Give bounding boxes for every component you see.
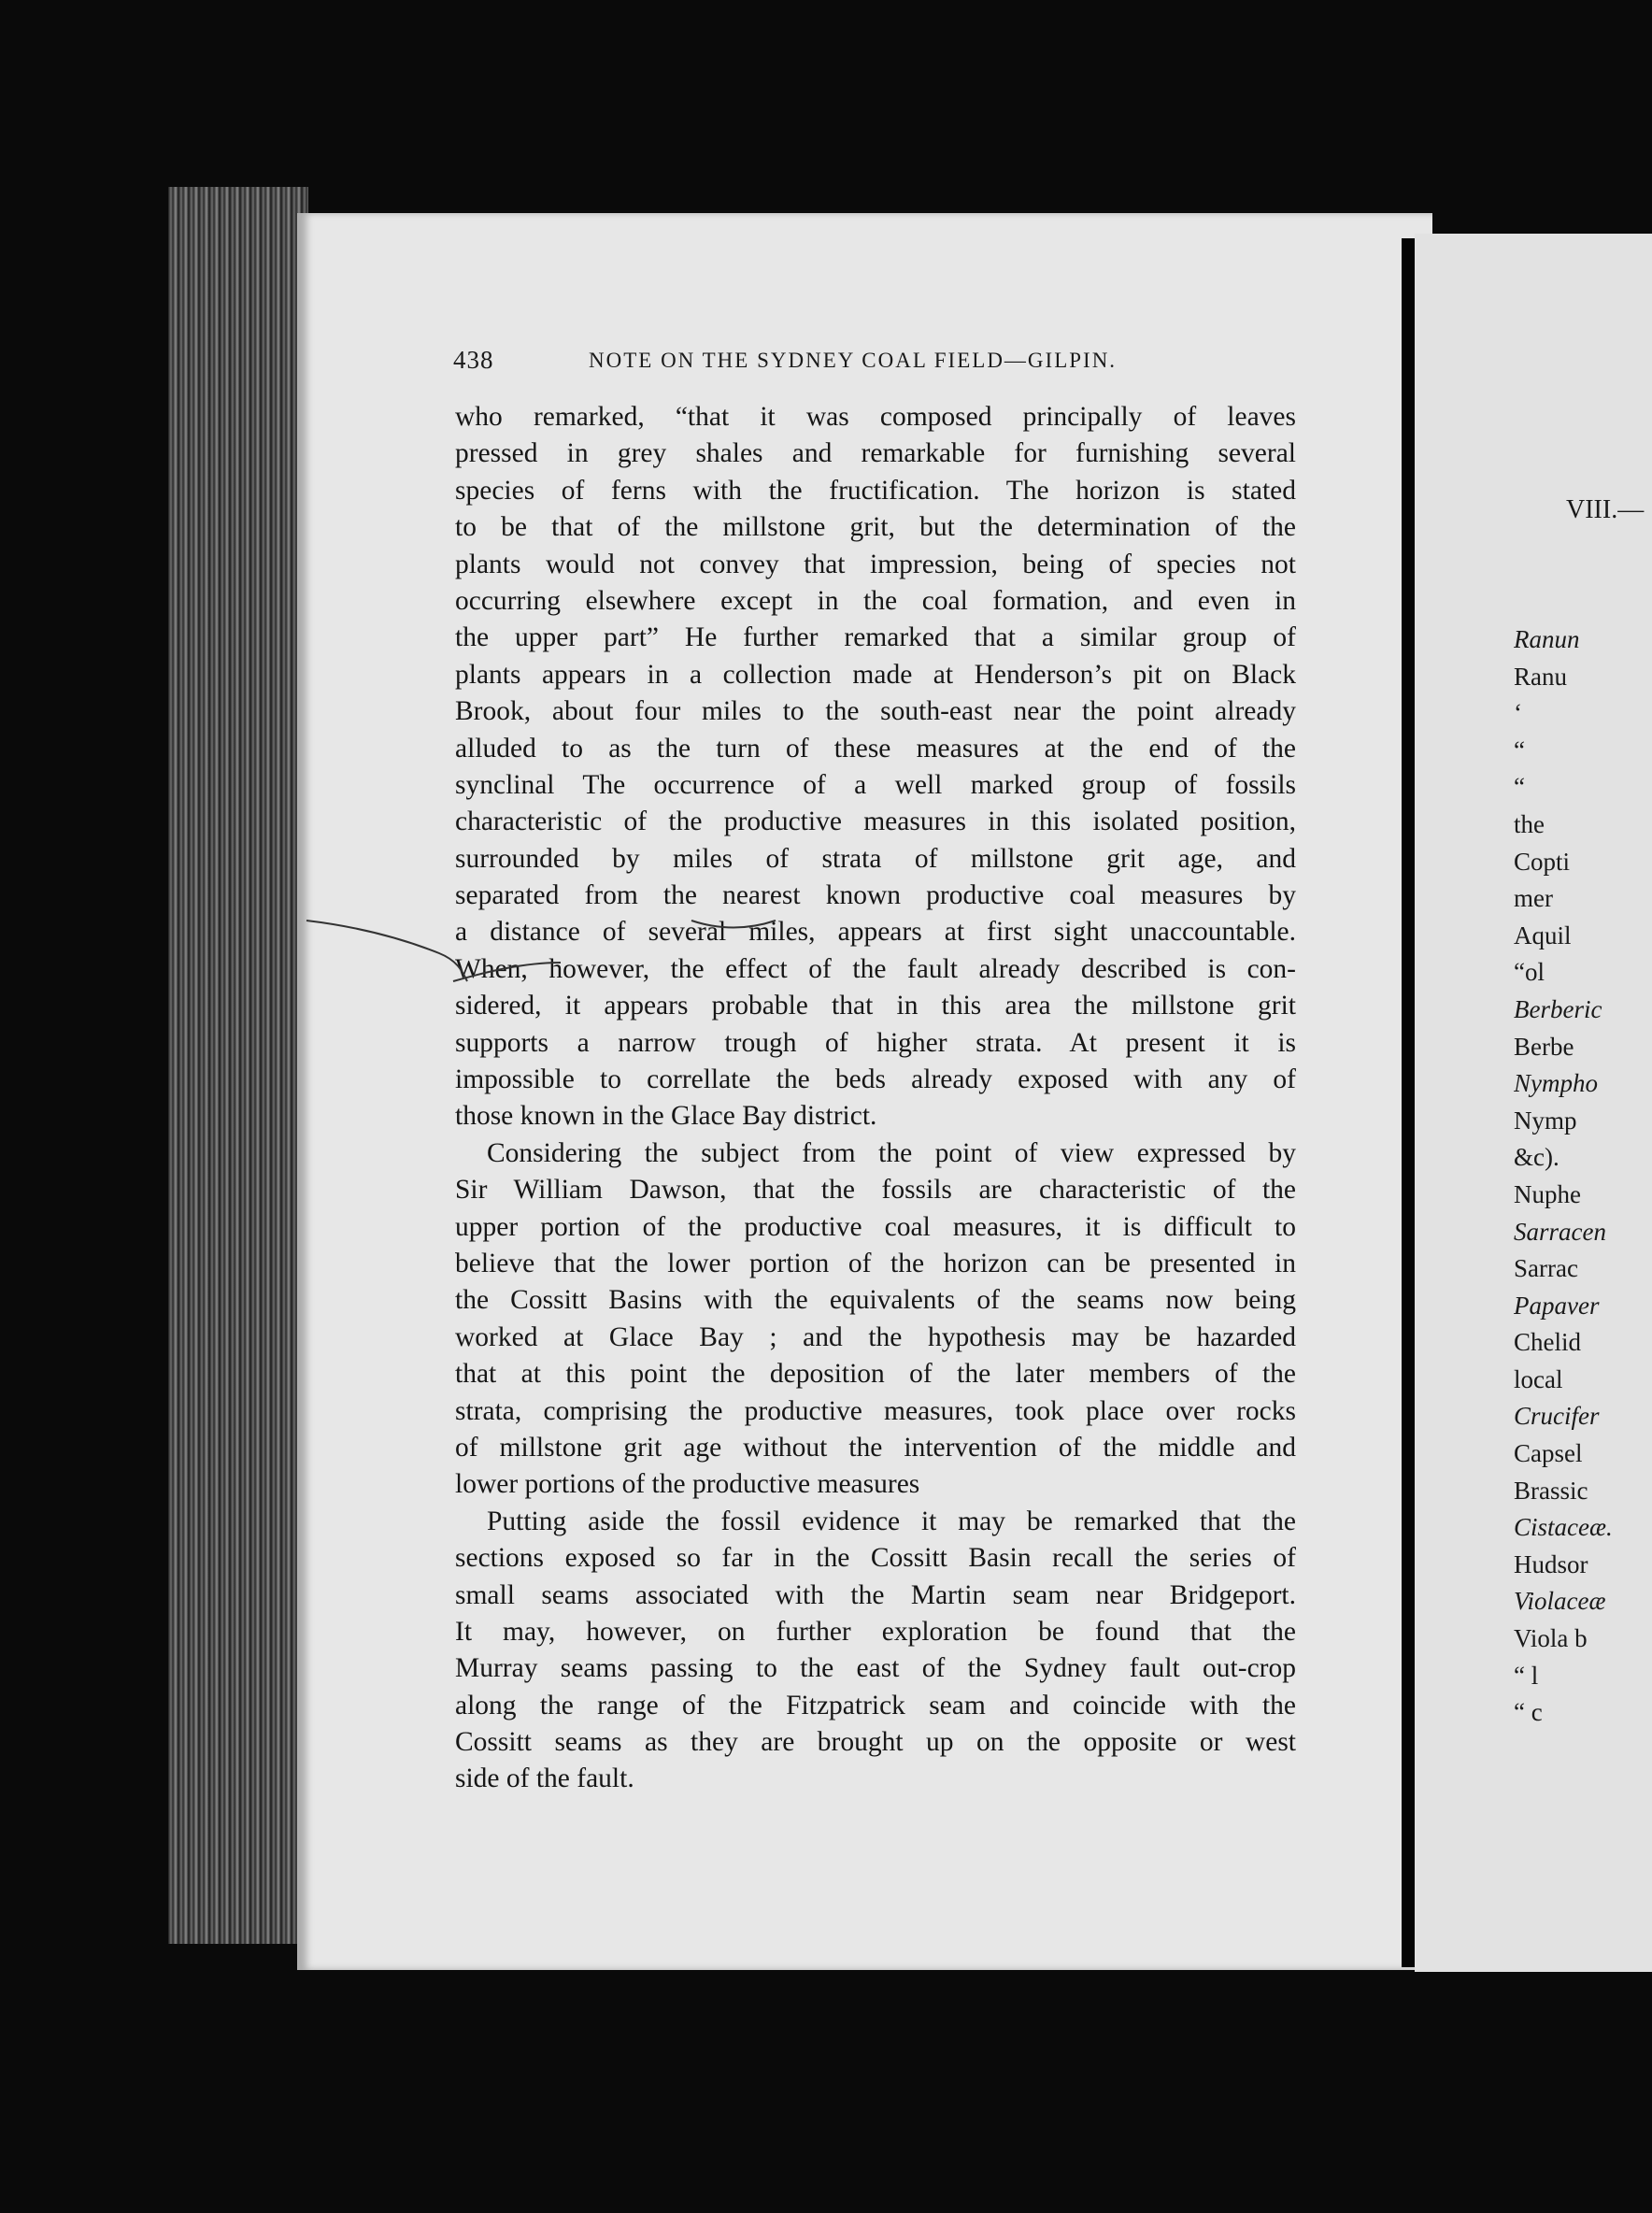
right-page-line: ‘ xyxy=(1514,699,1522,728)
text-line: that at this point the deposition of the later members of the xyxy=(455,1359,1296,1390)
right-page-line: mer xyxy=(1514,884,1553,913)
text-line: Sir William Dawson, that the fossils are characteristic of the xyxy=(455,1175,1296,1206)
text-line: the Cossitt Basins with the equivalents of the seams now being xyxy=(455,1285,1296,1316)
text-line: surrounded by miles of strata of millstone grit age, and xyxy=(455,843,1296,874)
text-line: plants appears in a collection made at Henderson’s pit on Black xyxy=(455,659,1296,690)
text-line: supports a narrow trough of higher strata. At present it is xyxy=(455,1027,1296,1058)
text-line: plants would not convey that impression, being of species not xyxy=(455,549,1296,579)
book-page-edges xyxy=(168,187,308,1944)
text-line: lower portions of the productive measures xyxy=(455,1469,920,1500)
right-page-line: Ranu xyxy=(1514,662,1567,691)
right-page-line: the xyxy=(1514,809,1545,838)
text-line: impossible to correllate the beds already exposed with any of xyxy=(455,1064,1296,1095)
text-line: small seams associated with the Martin seam near Bridgeport. xyxy=(455,1579,1296,1610)
right-page-line: “ xyxy=(1514,773,1525,802)
right-page-line: Berbe xyxy=(1514,1032,1574,1061)
right-page-line: local xyxy=(1514,1364,1563,1393)
right-page-line: “ l xyxy=(1514,1661,1539,1690)
right-page-line: Capsel xyxy=(1514,1439,1583,1468)
right-page-line: Sarrac xyxy=(1514,1254,1578,1283)
book-gutter xyxy=(1402,238,1415,1967)
text-line: side of the fault. xyxy=(455,1763,634,1794)
running-head xyxy=(453,346,1294,383)
text-line: pressed in grey shales and remarkable for furnishing several xyxy=(455,438,1296,469)
running-title: NOTE ON THE SYDNEY COAL FIELD—GILPIN. xyxy=(589,349,1118,372)
text-line: who remarked, “that it was composed principally of leaves xyxy=(455,402,1296,432)
right-page-line: Nymp xyxy=(1514,1106,1577,1135)
text-line: sections exposed so far in the Cossitt Basin recall the series of xyxy=(455,1543,1296,1574)
right-page-line: “ c xyxy=(1514,1698,1543,1727)
right-page-line: Papaver xyxy=(1514,1291,1600,1320)
right-page-line: “ol xyxy=(1514,958,1545,987)
right-page-line: Crucifer xyxy=(1514,1402,1600,1431)
text-line: a distance of several miles, appears at first sight unaccountable. xyxy=(455,917,1296,948)
text-line: strata, comprising the productive measures, took place over rocks xyxy=(455,1395,1296,1426)
right-page-line: Aquil xyxy=(1514,921,1572,949)
text-line: to be that of the millstone grit, but the determination of the xyxy=(455,512,1296,543)
text-line: worked at Glace Bay ; and the hypothesis may be hazarded xyxy=(455,1321,1296,1352)
text-line: Cossitt seams as they are brought up on the opposite or west xyxy=(455,1727,1296,1758)
text-line: alluded to as the turn of these measures at the end of the xyxy=(455,733,1296,764)
page-number: 438 xyxy=(453,346,494,374)
text-line: along the range of the Fitzpatrick seam and coincide with the xyxy=(455,1690,1296,1720)
text-line: Putting aside the fossil evidence it may be remarked that the xyxy=(487,1506,1296,1536)
right-page-text xyxy=(1514,621,1652,1732)
text-line: species of ferns with the fructification. The horizon is stated xyxy=(455,475,1296,506)
text-line: Brook, about four miles to the south-east near the point already xyxy=(455,696,1296,727)
right-page-line: Nuphe xyxy=(1514,1179,1581,1208)
text-line: believe that the lower portion of the horizon can be presented in xyxy=(455,1248,1296,1278)
right-page-line: Ranun xyxy=(1514,625,1580,653)
right-page-line: Nympho xyxy=(1514,1069,1598,1098)
text-line: Murray seams passing to the east of the Sydney fault out-crop xyxy=(455,1653,1296,1684)
text-line: It may, however, on further exploration be found that the xyxy=(455,1616,1296,1647)
text-line: Considering the subject from the point of view expressed by xyxy=(487,1137,1296,1168)
right-page-line: Chelid xyxy=(1514,1328,1581,1357)
right-page-line: Hudsor xyxy=(1514,1549,1588,1578)
text-line: those known in the Glace Bay district. xyxy=(455,1101,877,1132)
right-page-line: “ xyxy=(1514,735,1525,764)
right-page-line: Viola b xyxy=(1514,1624,1588,1653)
text-line: sidered, it appears probable that in this area the millstone grit xyxy=(455,991,1296,1021)
text-line: characteristic of the productive measures in this isolated position, xyxy=(455,807,1296,837)
right-page-line: Berberic xyxy=(1514,994,1602,1023)
text-line: upper portion of the productive coal measures, it is difficult to xyxy=(455,1211,1296,1242)
right-page-line: &c). xyxy=(1514,1143,1559,1172)
text-line: separated from the nearest known productive coal measures by xyxy=(455,880,1296,911)
text-line: occurring elsewhere except in the coal formation, and even in xyxy=(455,585,1296,616)
right-page-line: Brassic xyxy=(1514,1476,1588,1505)
right-page-line: Copti xyxy=(1514,847,1571,876)
text-line: of millstone grit age without the intervention of the middle and xyxy=(455,1432,1296,1463)
body-text xyxy=(455,399,1296,1798)
right-page-heading: VIII.— xyxy=(1566,495,1645,524)
text-line: the upper part” He further remarked that a similar group of xyxy=(455,622,1296,653)
right-page-line: Sarracen xyxy=(1514,1217,1606,1246)
text-line: When, however, the effect of the fault already described is con- xyxy=(455,953,1296,984)
text-line: synclinal The occurrence of a well marked group of fossils xyxy=(455,769,1296,800)
right-page-line: Cistaceæ. xyxy=(1514,1513,1613,1542)
right-page-line: Violaceæ xyxy=(1514,1587,1606,1616)
